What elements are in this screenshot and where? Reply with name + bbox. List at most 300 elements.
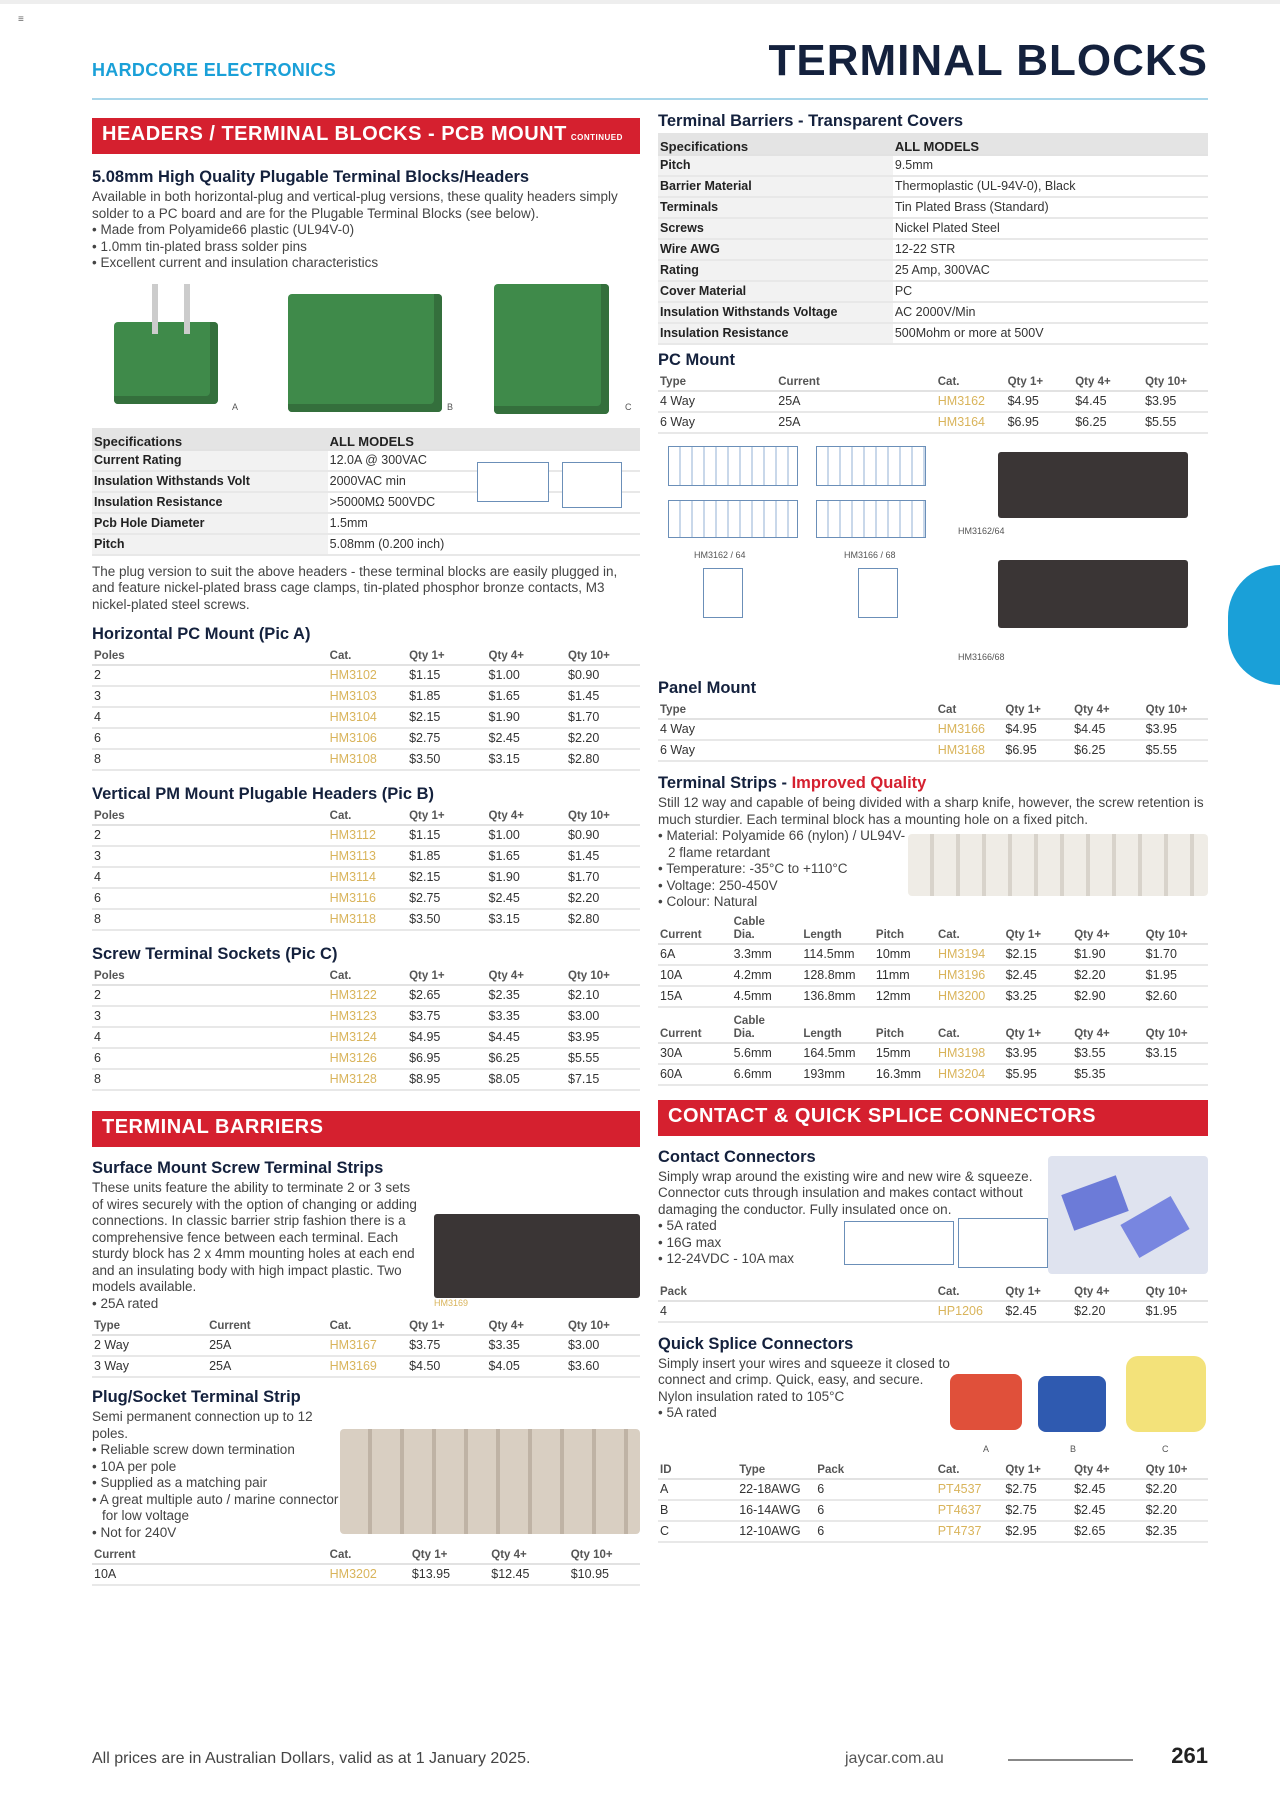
- column-header: Qty 4+: [1072, 700, 1144, 719]
- bullet-item: • Made from Polyamide66 plastic (UL94V-0): [92, 222, 640, 239]
- catalog-code-link[interactable]: HM3168: [936, 740, 1004, 761]
- table-cell: 5.08mm (0.200 inch): [328, 534, 640, 555]
- table-header-row: [658, 1460, 1208, 1479]
- table-cell: B: [658, 1500, 737, 1521]
- table-cell: $10.95: [569, 1564, 640, 1585]
- table-cell: $2.60: [1144, 986, 1208, 1007]
- bullet-item: • Reliable screw down termination: [92, 1442, 640, 1459]
- catalog-code-link[interactable]: HM3108: [328, 749, 407, 770]
- catalog-code-link[interactable]: HM3200: [936, 986, 1004, 1007]
- photo-label: HM3166/68: [958, 652, 1005, 662]
- column-header: Qty 1+: [407, 1316, 486, 1335]
- table-cell: $2.75: [407, 728, 486, 749]
- table-header-row: [92, 646, 640, 665]
- column-header: Cable Dia.: [732, 1014, 802, 1043]
- pic-label-b: B: [1070, 1443, 1077, 1454]
- catalog-code-link[interactable]: HM3204: [936, 1064, 1004, 1085]
- column-header: Poles: [92, 966, 328, 985]
- bullet-item: • A great multiple auto / marine connector for low voltage: [92, 1492, 640, 1525]
- table-cell: $2.45: [487, 888, 566, 909]
- table-cell: $2.15: [407, 867, 486, 888]
- table-row: [92, 1356, 640, 1377]
- pin-image: [152, 284, 158, 334]
- menu-icon[interactable]: ≡: [18, 14, 24, 25]
- price-table: [92, 1316, 640, 1378]
- bullet-item: • Excellent current and insulation characteristics: [92, 255, 640, 272]
- table-cell: 128.8mm: [801, 965, 874, 986]
- table-row: [658, 302, 1208, 323]
- screw-socket-image: [494, 284, 609, 414]
- table-cell: 5.6mm: [732, 1043, 802, 1064]
- banner-terminal-barriers: [92, 1111, 640, 1147]
- table-cell: $12.45: [489, 1564, 568, 1585]
- table-cell: AC 2000V/Min: [893, 302, 1208, 323]
- column-header: Qty 4+: [487, 646, 566, 665]
- right-column: [658, 112, 1208, 1543]
- plug-desc: The plug version to suit the above headers - these terminal blocks are easily plugged in, and feature nickel-plated brass cage clamps, tin-plated phosphor bronze contacts, M3 nickel-plated steel screws.: [92, 563, 618, 612]
- dimension-drawing: [477, 462, 549, 502]
- catalog-code-link[interactable]: HM3118: [328, 909, 407, 930]
- catalog-code-link[interactable]: HM3162: [936, 391, 1006, 412]
- catalog-code-link[interactable]: HM3164: [936, 412, 1006, 433]
- column-header: Qty 4+: [487, 806, 566, 825]
- table: [658, 915, 1208, 1008]
- table-cell: $1.70: [566, 707, 640, 728]
- table-cell: $5.95: [1004, 1064, 1073, 1085]
- table-cell: $2.75: [1003, 1479, 1072, 1500]
- table-cell: Tin Plated Brass (Standard): [893, 197, 1208, 218]
- catalog-code-link[interactable]: HM3112: [328, 825, 407, 846]
- section-title: Contact Connectors: [658, 1147, 816, 1166]
- table-cell: 4: [92, 867, 328, 888]
- table-row: [658, 1043, 1208, 1064]
- column-header: Qty 10+: [1144, 700, 1208, 719]
- column-header: Cat.: [936, 1460, 1004, 1479]
- column-header: Qty 10+: [1143, 372, 1208, 391]
- barrier-strip-figure: [434, 1214, 640, 1310]
- table-cell: 25A: [776, 412, 936, 433]
- catalog-code-link[interactable]: HM3114: [328, 867, 407, 888]
- table: [92, 1545, 640, 1586]
- section-title: Horizontal PC Mount (Pic A): [92, 625, 311, 643]
- table-cell: $6.25: [487, 1048, 566, 1069]
- table-cell: 10mm: [874, 944, 936, 965]
- table-cell: A: [658, 1479, 737, 1500]
- table-cell: $2.45: [1072, 1500, 1144, 1521]
- table-header-row: [92, 428, 640, 450]
- table-cell: 10A: [658, 965, 732, 986]
- table-row: [92, 909, 640, 930]
- contact-connector-image: [1048, 1156, 1208, 1274]
- column-header: Specifications: [92, 428, 328, 450]
- product-images: [92, 272, 640, 428]
- price-table: [92, 806, 640, 931]
- table-cell: 11mm: [874, 965, 936, 986]
- table-cell: $2.20: [566, 728, 640, 749]
- table-cell: $1.65: [487, 686, 566, 707]
- table-cell: 6: [815, 1479, 935, 1500]
- table-cell: 60A: [658, 1064, 732, 1085]
- table-cell: 12-10AWG: [737, 1521, 815, 1542]
- column-header: Qty 4+: [1072, 1460, 1144, 1479]
- drawing-label: HM3166 / 68: [844, 550, 896, 560]
- table-cell: $2.45: [1072, 1479, 1144, 1500]
- table-cell: $0.90: [566, 825, 640, 846]
- price-table: [658, 915, 1208, 1008]
- table-header-row: [92, 1316, 640, 1335]
- table-cell: $2.20: [566, 888, 640, 909]
- pic-label-a: A: [232, 401, 239, 412]
- title-highlight: Improved Quality: [791, 774, 927, 792]
- technical-drawing: [816, 446, 926, 486]
- table-cell: $2.80: [566, 749, 640, 770]
- table-row: [658, 155, 1208, 176]
- pic-label-c: C: [1162, 1443, 1169, 1454]
- catalog-code-link[interactable]: HM3116: [328, 888, 407, 909]
- bullet-list: [92, 222, 640, 272]
- table-cell: $0.90: [566, 665, 640, 686]
- table-cell: 8: [92, 909, 328, 930]
- table-cell: Current Rating: [92, 450, 328, 471]
- table-cell: $2.15: [407, 707, 486, 728]
- table-cell: $1.65: [487, 846, 566, 867]
- table-cell: 12mm: [874, 986, 936, 1007]
- catalog-code-link[interactable]: HM3167: [328, 1335, 407, 1356]
- table-cell: 30A: [658, 1043, 732, 1064]
- table-cell: $2.45: [1004, 965, 1073, 986]
- table-cell: 4 Way: [658, 719, 936, 740]
- price-table: [658, 372, 1208, 434]
- section-title: Terminal Barriers - Transparent Covers: [658, 112, 964, 130]
- table-cell: $1.90: [1072, 944, 1143, 965]
- table-cell: 25A: [207, 1356, 328, 1377]
- table-cell: $2.95: [1003, 1521, 1072, 1542]
- column-header: Type: [658, 700, 936, 719]
- technical-drawing: [816, 500, 926, 538]
- table-row: [92, 513, 640, 534]
- table-cell: $6.95: [1006, 412, 1074, 433]
- section-title: Plug/Socket Terminal Strip: [92, 1388, 301, 1406]
- catalog-code-link[interactable]: HM3126: [328, 1048, 407, 1069]
- table-cell: 16.3mm: [874, 1064, 936, 1085]
- table-row: [92, 707, 640, 728]
- table-row: [92, 534, 640, 555]
- catalog-code-link[interactable]: HM3166: [936, 719, 1004, 740]
- table-cell: 4: [92, 707, 328, 728]
- table-cell: $8.05: [487, 1069, 566, 1090]
- table-cell: 15A: [658, 986, 732, 1007]
- table-row: [658, 176, 1208, 197]
- column-header: Qty 1+: [410, 1545, 489, 1564]
- footer-website-link[interactable]: jaycar.com.au: [845, 1750, 944, 1767]
- catalog-code-link[interactable]: HM3202: [328, 1564, 410, 1585]
- section-desc: Semi permanent connection up to 12 poles.: [92, 1409, 313, 1441]
- drawing-box: [958, 1218, 1040, 1268]
- catalog-code-link[interactable]: HM3123: [328, 1006, 407, 1027]
- column-header: Cat.: [936, 372, 1006, 391]
- table-cell: 25 Amp, 300VAC: [893, 260, 1208, 281]
- table-cell: $3.00: [566, 1006, 640, 1027]
- left-column: [92, 118, 640, 1586]
- section-title: Vertical PM Mount Plugable Headers (Pic B): [92, 785, 434, 803]
- table-cell: $1.85: [407, 686, 486, 707]
- section-title: [658, 774, 1208, 793]
- table-cell: $1.95: [1144, 1301, 1208, 1322]
- price-table: [92, 966, 640, 1091]
- column-header: Qty 1+: [1004, 1014, 1073, 1043]
- table-cell: $3.55: [1072, 1043, 1143, 1064]
- column-header: Qty 1+: [1006, 372, 1074, 391]
- column-header: Qty 1+: [407, 646, 486, 665]
- table-cell: $2.45: [487, 728, 566, 749]
- table-cell: Pitch: [658, 155, 893, 176]
- column-header: Qty 1+: [1004, 915, 1073, 944]
- table-header-row: [658, 915, 1208, 944]
- table-cell: $3.35: [487, 1006, 566, 1027]
- bullet-item: • Voltage: 250-450V: [658, 878, 1208, 895]
- table-row: [658, 281, 1208, 302]
- table-row: [92, 985, 640, 1006]
- table-cell: $2.20: [1072, 1301, 1144, 1322]
- table-cell: $2.20: [1072, 965, 1143, 986]
- table-row: [658, 412, 1208, 433]
- table-cell: $7.15: [566, 1069, 640, 1090]
- column-header: Poles: [92, 806, 328, 825]
- section-tab-marker[interactable]: [1228, 565, 1280, 685]
- barrier-panel-mount-image: [998, 560, 1188, 628]
- catalog-code-link[interactable]: HM3124: [328, 1027, 407, 1048]
- plug-socket-strip-image: [340, 1429, 640, 1534]
- table-cell: $2.75: [407, 888, 486, 909]
- catalog-code-link[interactable]: HM3194: [936, 944, 1004, 965]
- table-cell: Pcb Hole Diameter: [92, 513, 328, 534]
- catalog-code-link[interactable]: HM3122: [328, 985, 407, 1006]
- specs-table: [658, 133, 1208, 345]
- terminal-strip-image: [908, 834, 1208, 896]
- dimension-drawing: [562, 462, 622, 508]
- table-cell: 1.5mm: [328, 513, 640, 534]
- connector-shape: [1061, 1175, 1128, 1231]
- bullet-item: • Not for 240V: [92, 1525, 640, 1542]
- bullet-item: • 10A per pole: [92, 1459, 640, 1476]
- table-cell: $2.20: [1144, 1500, 1208, 1521]
- table-cell: $1.70: [1144, 944, 1208, 965]
- table-cell: $3.15: [487, 909, 566, 930]
- column-header: Qty 4+: [487, 966, 566, 985]
- section-desc: These units feature the ability to terminate 2 or 3 sets of wires securely with the option of changing or adding connections. In classic barrier strip fashion there is a comprehensive fence between each terminal. Each sturdy block has 2 x 4mm mounting holes at each end and an insulating body with high impact plastic. Two models available.: [92, 1180, 417, 1294]
- table-cell: 500Mohm or more at 500V: [893, 323, 1208, 344]
- title-text: Terminal Strips -: [658, 774, 792, 792]
- table-cell: $2.45: [1003, 1301, 1072, 1322]
- table-row: [92, 1048, 640, 1069]
- column-header: Qty 4+: [1072, 1014, 1143, 1043]
- table-cell: $1.90: [487, 867, 566, 888]
- catalog-code-link[interactable]: HM3169: [328, 1356, 407, 1377]
- bullet-item: • 16G max: [658, 1235, 830, 1252]
- column-header: ALL MODELS: [328, 428, 640, 450]
- column-header: Current: [658, 1014, 732, 1043]
- table-row: [658, 197, 1208, 218]
- catalog-code-link[interactable]: HP1206: [936, 1301, 1004, 1322]
- table-cell: Screws: [658, 218, 893, 239]
- table-row: [92, 888, 640, 909]
- header-divider: [92, 98, 1208, 100]
- table-row: [92, 1027, 640, 1048]
- price-table: [658, 1282, 1208, 1323]
- column-header: Qty 10+: [566, 1316, 640, 1335]
- pic-label-c: C: [625, 401, 632, 412]
- table-cell: $5.55: [566, 1048, 640, 1069]
- barrier-strip-image: [434, 1214, 640, 1298]
- table-cell: $4.95: [1003, 719, 1072, 740]
- column-header: Cat.: [328, 966, 407, 985]
- table-cell: 25A: [776, 391, 936, 412]
- column-header: Poles: [92, 646, 328, 665]
- splice-yellow-image: [1126, 1356, 1206, 1432]
- catalog-code-link[interactable]: HM3106: [328, 728, 407, 749]
- column-header: Qty 10+: [566, 806, 640, 825]
- table-cell: $3.75: [407, 1335, 486, 1356]
- bullet-item: • Supplied as a matching pair: [92, 1475, 640, 1492]
- column-header: Qty 4+: [489, 1545, 568, 1564]
- table-cell: Cover Material: [658, 281, 893, 302]
- column-header: Qty 10+: [1144, 915, 1208, 944]
- table: [658, 1014, 1208, 1086]
- catalog-code-link[interactable]: HM3104: [328, 707, 407, 728]
- table-cell: $4.95: [1006, 391, 1074, 412]
- table-cell: 4.5mm: [732, 986, 802, 1007]
- table-cell: $6.25: [1072, 740, 1144, 761]
- table: [92, 428, 640, 556]
- catalog-code-link[interactable]: HM3103: [328, 686, 407, 707]
- catalog-code-link[interactable]: HM3113: [328, 846, 407, 867]
- table: [92, 1316, 640, 1378]
- table-row: [658, 1064, 1208, 1085]
- column-header: Cat.: [328, 646, 407, 665]
- column-header: Qty 1+: [1003, 1282, 1072, 1301]
- column-header: Specifications: [658, 133, 893, 155]
- table-cell: $2.65: [407, 985, 486, 1006]
- table-row: [658, 1301, 1208, 1322]
- table-cell: $1.70: [566, 867, 640, 888]
- column-header: Length: [801, 1014, 874, 1043]
- column-header: Length: [801, 915, 874, 944]
- catalog-code-link[interactable]: PT4537: [936, 1479, 1004, 1500]
- table-cell: $3.15: [487, 749, 566, 770]
- table-cell: 15mm: [874, 1043, 936, 1064]
- table-cell: $4.45: [1073, 391, 1143, 412]
- table-cell: $1.90: [487, 707, 566, 728]
- table-row: [658, 719, 1208, 740]
- banner-title: CONTACT & QUICK SPLICE CONNECTORS: [668, 1104, 1096, 1127]
- price-table: [92, 1545, 640, 1586]
- technical-drawing: [668, 500, 798, 538]
- table-cell: $1.00: [487, 665, 566, 686]
- banner-headers-pcb: [92, 118, 640, 154]
- catalog-code-link[interactable]: PT4737: [936, 1521, 1004, 1542]
- banner-title: HEADERS / TERMINAL BLOCKS - PCB MOUNT: [102, 123, 567, 145]
- table-cell: $3.35: [487, 1335, 566, 1356]
- barrier-pc-mount-image: [998, 452, 1188, 518]
- table-header-row: [658, 133, 1208, 155]
- column-header: Cat.: [328, 1545, 410, 1564]
- table-cell: 2: [92, 825, 328, 846]
- table-row: [658, 986, 1208, 1007]
- bullet-list: [658, 1218, 830, 1268]
- price-table: [658, 1014, 1208, 1086]
- table-cell: $2.80: [566, 909, 640, 930]
- table-cell: 4: [92, 1027, 328, 1048]
- catalog-code-link[interactable]: HM3198: [936, 1043, 1004, 1064]
- table-row: [92, 825, 640, 846]
- table-cell: $6.95: [407, 1048, 486, 1069]
- connector-shape: [1120, 1196, 1189, 1258]
- table-cell: 10A: [92, 1564, 328, 1585]
- table-cell: 4 Way: [658, 391, 776, 412]
- section-title: PC Mount: [658, 351, 735, 369]
- table-cell: 2: [92, 985, 328, 1006]
- banner-subtitle: CONTINUED: [570, 133, 623, 142]
- catalog-code-link[interactable]: HM3196: [936, 965, 1004, 986]
- technical-drawing: [703, 568, 743, 618]
- column-header: Type: [92, 1316, 207, 1335]
- table-cell: $3.95: [1004, 1043, 1073, 1064]
- table-cell: 16-14AWG: [737, 1500, 815, 1521]
- table-row: [92, 1006, 640, 1027]
- table-row: [658, 218, 1208, 239]
- table-cell: 6A: [658, 944, 732, 965]
- table-row: [92, 471, 640, 492]
- table-cell: $1.45: [566, 846, 640, 867]
- bullet-item: • 5A rated: [658, 1405, 1208, 1422]
- column-header: Type: [737, 1460, 815, 1479]
- footer-divider: [1008, 1759, 1133, 1761]
- column-header: Qty 4+: [1072, 1282, 1144, 1301]
- table-cell: 3: [92, 1006, 328, 1027]
- column-header: Current: [207, 1316, 328, 1335]
- column-header: Qty 4+: [1073, 372, 1143, 391]
- table: [92, 646, 640, 771]
- splice-images: [950, 1356, 1208, 1460]
- column-header: Pack: [658, 1282, 936, 1301]
- table-cell: $2.65: [1072, 1521, 1144, 1542]
- catalog-code-link[interactable]: HM3102: [328, 665, 407, 686]
- column-header: ALL MODELS: [893, 133, 1208, 155]
- table-cell: Pitch: [92, 534, 328, 555]
- column-header: Qty 10+: [1144, 1014, 1208, 1043]
- table-cell: $4.45: [487, 1027, 566, 1048]
- table-header-row: [658, 700, 1208, 719]
- technical-drawing: [958, 1218, 1048, 1268]
- banner-contact-splice: [658, 1100, 1208, 1136]
- column-header: Cable Dia.: [732, 915, 802, 944]
- pic-label-a: A: [983, 1443, 990, 1454]
- table-cell: 6: [92, 888, 328, 909]
- table-row: [658, 1479, 1208, 1500]
- catalog-code-link[interactable]: HM3128: [328, 1069, 407, 1090]
- table-cell: $13.95: [410, 1564, 489, 1585]
- table-row: [92, 492, 640, 513]
- table-cell: 12-22 STR: [893, 239, 1208, 260]
- table: [658, 372, 1208, 434]
- column-header: Qty 4+: [487, 1316, 566, 1335]
- table-cell: $3.25: [1004, 986, 1073, 1007]
- bullet-item: • Colour: Natural: [658, 894, 1208, 911]
- catalog-code-link[interactable]: PT4637: [936, 1500, 1004, 1521]
- column-header: Type: [658, 372, 776, 391]
- table-cell: $2.35: [1144, 1521, 1208, 1542]
- table: [92, 806, 640, 931]
